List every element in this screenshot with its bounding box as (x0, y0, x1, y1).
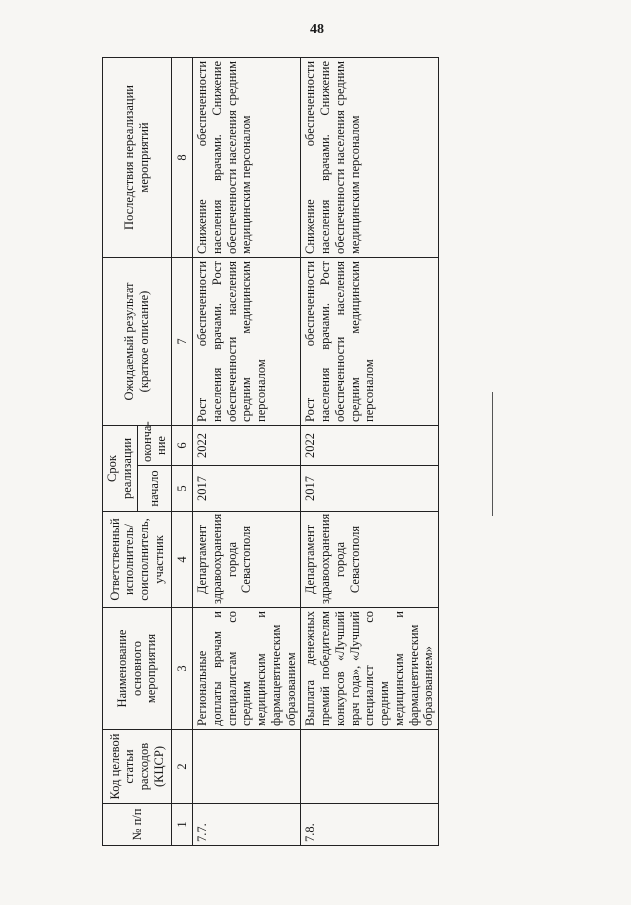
row-name: Региональные доплаты врачам и специалистам со средним медицинским и фармацевтическим образованием (193, 608, 301, 730)
col-number: 2 (172, 730, 193, 804)
row-consequences: Снижение обеспеченности населения врачами. Снижение обеспеченности населения средним медицинским персоналом (301, 57, 439, 257)
col-number: 1 (172, 804, 193, 846)
row-kcsr (193, 730, 301, 804)
row-result: Рост обеспеченности населения врачами. Рост обеспеченности населения средним медицинским персоналом (301, 257, 439, 425)
header-end: оконча-ние (137, 425, 172, 465)
row-num: 7.8. (301, 804, 439, 846)
row-start: 2017 (301, 466, 439, 512)
header-num: № п/п (103, 804, 172, 846)
pen-mark (492, 392, 493, 516)
col-number: 7 (172, 257, 193, 425)
measures-table-rotated (102, 58, 436, 846)
measures-table (102, 57, 439, 846)
measures-table-wrapper (102, 58, 436, 846)
col-number: 8 (172, 57, 193, 257)
header-responsible: Ответственный исполнитель/ соисполнитель, участник (103, 512, 172, 608)
table-row (193, 57, 301, 845)
col-number: 5 (172, 466, 193, 512)
header-consequences: Последствия нереализации мероприятий (103, 57, 172, 257)
header-result: Ожидаемый результат (краткое описание) (103, 257, 172, 425)
page-number: 48 (310, 22, 324, 37)
row-kcsr (301, 730, 439, 804)
row-responsible: Департамент здравоохранения города Севастополя (301, 512, 439, 608)
row-responsible: Департамент здравоохранения города Севастополя (193, 512, 301, 608)
row-consequences: Снижение обеспеченности населения врачами. Снижение обеспеченности населения средним медицинским персоналом (193, 57, 301, 257)
row-start: 2017 (193, 466, 301, 512)
header-kcsr: Код целевой статьи расходов (КЦСР) (103, 730, 172, 804)
header-start: начало (137, 466, 172, 512)
row-end: 2022 (193, 425, 301, 465)
header-row (103, 57, 138, 845)
row-num: 7.7. (193, 804, 301, 846)
row-result: Рост обеспеченности населения врачами. Рост обеспеченности населения средним медицинским персоналом (193, 257, 301, 425)
column-number-row (172, 57, 193, 845)
table-row (301, 57, 439, 845)
col-number: 6 (172, 425, 193, 465)
row-name: Выплата денежных премий победителям конкурсов «Лучший врач года», «Лучший специалист со средним медицинским и фармацевтическим образованием» (301, 608, 439, 730)
header-name: Наименование основного мероприятия (103, 608, 172, 730)
col-number: 4 (172, 512, 193, 608)
col-number: 3 (172, 608, 193, 730)
row-end: 2022 (301, 425, 439, 465)
header-period: Срок реализации (103, 425, 138, 511)
